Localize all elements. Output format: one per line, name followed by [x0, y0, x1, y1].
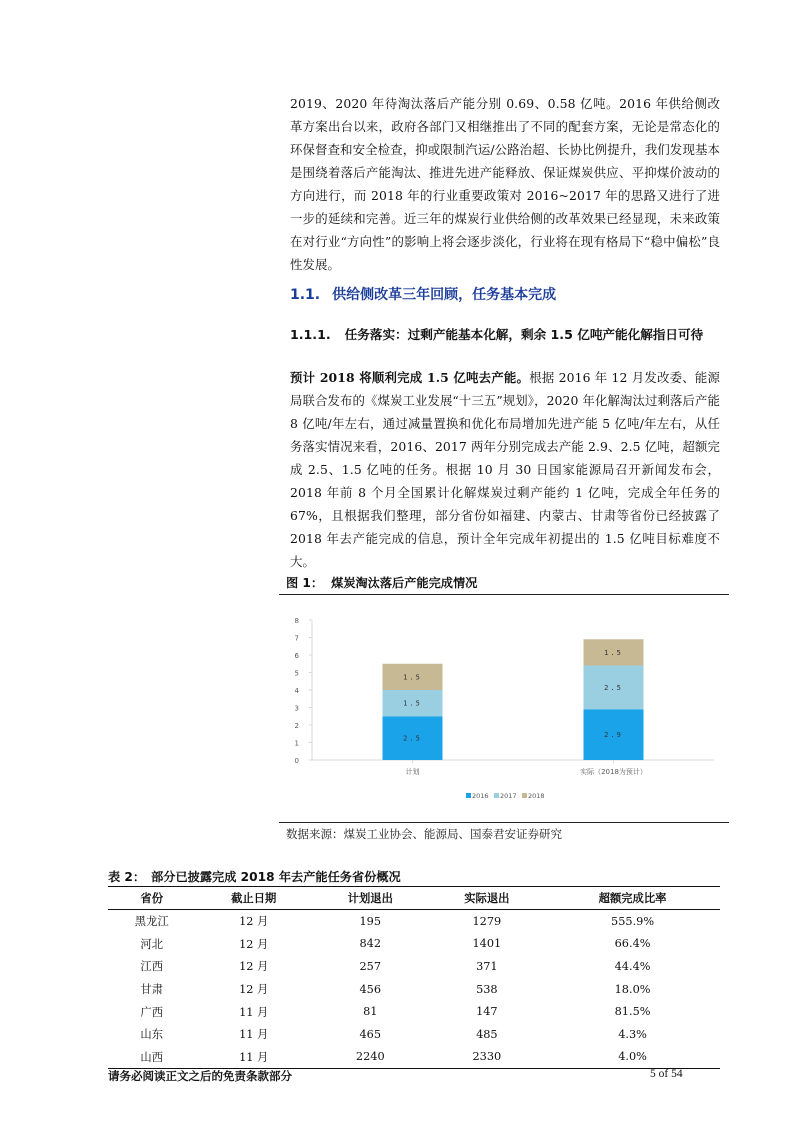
cell-actual: 147: [476, 1005, 498, 1019]
legend-label-2017: 2017: [500, 792, 517, 800]
cell-excess-ratio: 81.5%: [614, 1005, 651, 1019]
legend-swatch-2018: [522, 793, 527, 798]
legend-label-2016: 2016: [472, 792, 489, 800]
cell-province: 山东: [140, 1028, 164, 1042]
section-title: 供给侧改革三年回顾，任务基本完成: [332, 287, 557, 303]
y-tick-label: 5: [294, 669, 299, 678]
figure-top-rule: [279, 594, 729, 595]
y-tick-label: 1: [294, 739, 299, 748]
cell-deadline: 12 月: [239, 937, 269, 951]
cell-actual: 485: [476, 1027, 498, 1041]
section-heading: [290, 284, 556, 304]
legend-label-2018: 2018: [528, 792, 545, 800]
y-tick-label: 7: [294, 634, 299, 643]
header-planned: 计划退出: [312, 887, 429, 910]
cell-actual: 371: [476, 959, 498, 973]
stacked-bar-chart: [279, 600, 729, 822]
table-header-row: [108, 887, 720, 910]
cell-planned: 257: [359, 959, 382, 973]
subsection-title: 任务落实：过剩产能基本化解，剩余 1.5 亿吨产能化解指日可待: [344, 327, 704, 342]
cell-planned: 81: [363, 1005, 378, 1019]
table-row: [108, 1000, 720, 1023]
cell-actual: 1401: [472, 937, 502, 951]
intro-paragraph: 2019、2020 年待淘汰落后产能分别 0.69、0.58 亿吨。2016 年供给侧改革方案出台以来，政府各部门又相继推出了不同的配套方案，无论是常态化的环保督查和安全检查，抑或限制汽运/公路治超、长协比例提升，我们发现基本是围绕着落后产能淘汰、推进先进产能释放、保证煤炭供应、平抑煤价波动的方向进行，而 2018 年的行业重要政策对 2016~2017 年的思路又进行了进一步的延续和完善。近三年的煤炭行业供给侧的改革效果已经显现，未来政策在对行业“方向性”的影响上将会逐步淡化，行业将在现有格局下“稳中偏松”良性发展。: [290, 96, 720, 272]
header-deadline: 截止日期: [195, 887, 312, 910]
cell-planned: 456: [359, 982, 382, 996]
cell-province: 河北: [140, 937, 164, 951]
cell-province: 黑龙江: [134, 915, 169, 929]
figure-title: [286, 574, 477, 591]
bar-data-label: 1.5: [403, 699, 422, 708]
y-tick-label: 4: [294, 687, 299, 695]
table-row: [108, 955, 720, 978]
figure-source: 数据来源：煤炭工业协会、能源局、国泰君安证券研究: [286, 827, 562, 841]
body-lead: 预计 2018 将顺利完成 1.5 亿吨去产能。: [290, 370, 530, 385]
cell-province: 山西: [108, 1046, 195, 1069]
cell-province: 江西: [140, 960, 164, 974]
table-row: [108, 933, 720, 956]
cell-deadline: 12 月: [239, 983, 269, 997]
bar-data-label: 1.5: [403, 673, 422, 682]
table-title-text: 部分已披露完成 2018 年去产能任务省份概况: [151, 870, 401, 884]
cell-actual: 538: [476, 982, 498, 996]
y-tick-label: 2: [294, 722, 299, 730]
cell-deadline: 11 月: [239, 1028, 269, 1042]
bar-data-label: 2.5: [403, 734, 422, 743]
figure-bottom-rule: [279, 822, 729, 823]
subsection-heading: [290, 324, 720, 343]
header-excess-ratio: 超额完成比率: [545, 887, 720, 910]
bar-data-label: 2.5: [604, 683, 623, 692]
bar-data-label: 1.5: [604, 648, 623, 657]
section-number: 1.1.: [290, 287, 321, 303]
cell-excess-ratio: 18.0%: [614, 982, 651, 996]
cell-excess-ratio: 44.4%: [614, 959, 651, 973]
cell-excess-ratio: 4.0%: [545, 1046, 720, 1069]
x-category-label: 计划: [405, 768, 420, 776]
cell-deadline: 11 月: [195, 1046, 312, 1069]
cell-province: 广西: [140, 1005, 164, 1019]
cell-planned: 842: [359, 937, 382, 951]
cell-planned: 465: [359, 1027, 382, 1041]
footer-page-number: 5 of 54: [650, 1068, 683, 1080]
table-title: [108, 868, 401, 885]
y-tick-label: 6: [294, 652, 299, 660]
cell-deadline: 11 月: [239, 1005, 269, 1019]
y-tick-label: 3: [294, 704, 299, 713]
body-text: 根据 2016 年 12 月发改委、能源局联合发布的《煤炭工业发展“十三五”规划》，2020 年化解淘汰过剩落后产能 8 亿吨/年左右，通过减量置换和优化布局增加先进产能 5 亿吨/年左右，从任务落实情况来看，2016、2017 两年分别完成去产能 2.9、2.5 亿吨，超额完成 2.5、1.5 亿吨的任务。根据 10 月 30 日国家能源局召开新闻发布会，2018 年前 8 个月全国累计化解煤炭过剩产能约 1 亿吨，完成全年任务的 67%，且根据我们整理，部分省份如福建、内蒙古、甘肃等省份已经披露了 2018 年去产能完成的信息，预计全年完成年初提出的 1.5 亿吨目标难度不大。: [290, 370, 720, 569]
table-row: [108, 1023, 720, 1046]
cell-deadline: 12 月: [239, 960, 269, 974]
province-table: [108, 886, 720, 1069]
figure-title-text: 煤炭淘汰落后产能完成情况: [331, 576, 478, 590]
table-row: [108, 1046, 720, 1069]
x-category-label: 实际（2018为预计）: [580, 768, 647, 776]
legend-swatch-2017: [494, 793, 499, 798]
y-tick-label: 8: [294, 617, 299, 625]
cell-planned: 195: [359, 914, 382, 928]
subsection-number: 1.1.1.: [290, 327, 331, 342]
cell-actual: 1279: [472, 914, 502, 928]
cell-excess-ratio: 4.3%: [618, 1027, 647, 1041]
y-tick-label: 0: [294, 757, 299, 765]
cell-actual: 2330: [429, 1046, 546, 1069]
cell-excess-ratio: 555.9%: [611, 914, 655, 928]
footer-disclaimer: 请务必阅读正文之后的免责条款部分: [108, 1069, 292, 1083]
figure-label: 图 1：: [286, 576, 324, 590]
cell-deadline: 12 月: [239, 915, 269, 929]
bar-data-label: 2.9: [604, 731, 623, 740]
header-actual: 实际退出: [429, 887, 546, 910]
legend-swatch-2016: [466, 793, 471, 798]
table-row: [108, 978, 720, 1001]
body-paragraph: [290, 366, 720, 573]
header-province: 省份: [108, 887, 195, 910]
table-row: [108, 910, 720, 933]
cell-excess-ratio: 66.4%: [614, 937, 651, 951]
table-label: 表 2：: [108, 870, 146, 884]
cell-province: 甘肃: [140, 983, 164, 997]
cell-planned: 2240: [312, 1046, 429, 1069]
